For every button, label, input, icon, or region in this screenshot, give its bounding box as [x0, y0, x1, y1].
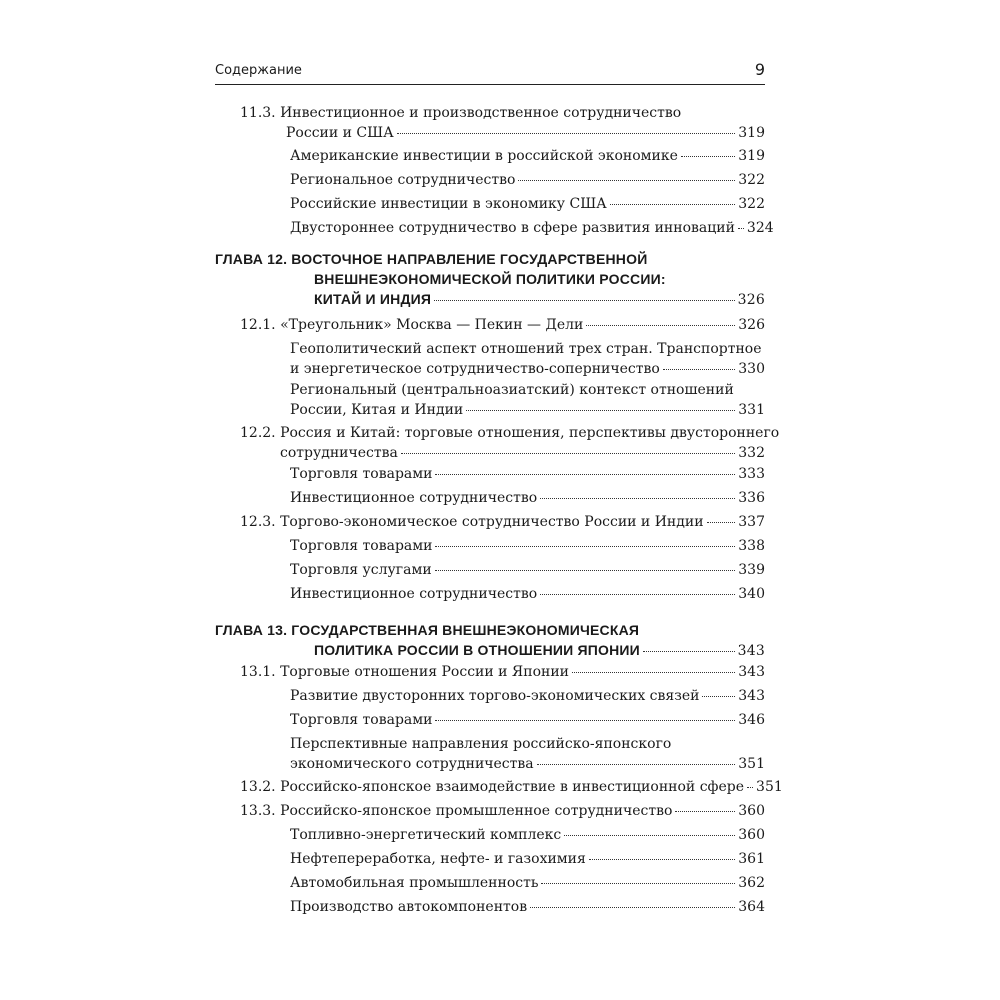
dot-leader	[610, 204, 735, 205]
toc-page-number: 338	[738, 538, 765, 554]
toc-page-number: 322	[738, 172, 765, 188]
toc-entry-title: 13.1. Торговые отношения России и Японии	[240, 664, 569, 680]
toc-entry-12-1[interactable]	[240, 315, 765, 335]
toc-entry-title: Региональное сотрудничество	[290, 172, 516, 188]
toc-page-number: 351	[756, 779, 783, 795]
toc-entry-sub[interactable]	[290, 170, 765, 190]
toc-page-number: 361	[738, 851, 765, 867]
toc-entry-sub[interactable]	[290, 488, 765, 508]
toc-page-number: 364	[738, 899, 765, 915]
dot-leader	[401, 453, 735, 454]
toc-entry-sub[interactable]	[290, 686, 765, 706]
toc-entry-title: Торговля услугами	[290, 562, 432, 578]
dot-leader	[681, 156, 735, 157]
toc-entry-title: Инвестиционное сотрудничество	[290, 490, 538, 506]
dot-leader	[675, 811, 735, 812]
dot-leader	[589, 859, 735, 860]
toc-entry-title-line: Перспективные направления российско-японского	[290, 736, 672, 752]
running-head-title: Содержание	[215, 63, 302, 78]
toc-entry-12-3[interactable]	[240, 512, 765, 532]
toc-entry-title: Нефтепереработка, нефте- и газохимия	[290, 851, 586, 867]
toc-page-number: 332	[738, 445, 765, 461]
toc-chapter-13[interactable]	[215, 620, 765, 660]
toc-entry-sub[interactable]	[290, 734, 765, 774]
toc-page-number: 351	[738, 756, 765, 772]
dot-leader	[397, 133, 736, 134]
toc-entry-sub[interactable]	[290, 218, 774, 238]
dot-leader	[435, 474, 735, 475]
chapter-title-line: ГЛАВА 13. ГОСУДАРСТВЕННАЯ ВНЕШНЕЭКОНОМИЧЕСКАЯ	[215, 622, 640, 638]
toc-entry-sub[interactable]	[290, 536, 765, 556]
dot-leader	[518, 180, 735, 181]
toc-entry-title: Инвестиционное сотрудничество	[290, 586, 538, 602]
toc-entry-11-3[interactable]	[240, 103, 765, 143]
dot-leader	[530, 907, 735, 908]
dot-leader	[537, 764, 736, 765]
dot-leader	[435, 546, 735, 547]
toc-entry-sub[interactable]	[290, 339, 765, 379]
toc-entry-title: Двустороннее сотрудничество в сфере развития инноваций	[290, 220, 735, 236]
toc-entry-title: 12.3. Торгово-экономическое сотрудничество России и Индии	[240, 514, 704, 530]
toc-entry-sub[interactable]	[290, 825, 765, 845]
toc-entry-sub[interactable]	[290, 560, 765, 580]
toc-page-number: 336	[738, 490, 765, 506]
toc-page-number: 343	[738, 664, 765, 680]
toc-entry-title: Торговля товарами	[290, 466, 433, 482]
toc-page-number: 326	[737, 292, 765, 308]
toc-entry-title: сотрудничества	[280, 445, 398, 461]
dot-leader	[435, 720, 735, 721]
dot-leader	[435, 570, 736, 571]
toc-entry-title: Американские инвестиции в российской экономике	[290, 148, 678, 164]
dot-leader	[702, 696, 735, 697]
dot-leader	[540, 594, 735, 595]
toc-entry-sub[interactable]	[290, 897, 765, 917]
toc-entry-title: Развитие двусторонних торгово-экономических связей	[290, 688, 700, 704]
chapter-title-line: ГЛАВА 12. ВОСТОЧНОЕ НАПРАВЛЕНИЕ ГОСУДАРСТВЕННОЙ	[215, 251, 648, 267]
toc-page-number: 322	[738, 196, 765, 212]
chapter-title-line: ВНЕШНЕЭКОНОМИЧЕСКОЙ ПОЛИТИКИ РОССИИ:	[314, 271, 666, 287]
dot-leader	[707, 522, 736, 523]
toc-entry-title: Автомобильная промышленность	[290, 875, 539, 891]
toc-entry-sub[interactable]	[290, 380, 765, 420]
toc-entry-sub[interactable]	[290, 584, 765, 604]
toc-entry-title-line: Региональный (центральноазиатский) контекст отношений	[290, 382, 734, 398]
toc-entry-title-line: 11.3. Инвестиционное и производственное сотрудничество	[240, 105, 682, 121]
running-head	[215, 60, 765, 84]
toc-page-number: 337	[738, 514, 765, 530]
dot-leader	[540, 498, 735, 499]
toc-entry-title: России, Китая и Индии	[290, 402, 464, 418]
toc-page-number: 330	[738, 361, 765, 377]
toc-entry-sub[interactable]	[290, 194, 765, 214]
toc-page-number: 339	[738, 562, 765, 578]
toc-entry-title-line: Геополитический аспект отношений трех стран. Транспортное	[290, 341, 762, 357]
toc-entry-sub[interactable]	[290, 464, 765, 484]
toc-page-number: 343	[737, 643, 765, 659]
toc-entry-sub[interactable]	[290, 849, 765, 869]
toc-page-number: 319	[738, 125, 765, 141]
toc-chapter-12[interactable]	[215, 249, 765, 309]
chapter-title: ПОЛИТИКА РОССИИ В ОТНОШЕНИИ ЯПОНИИ	[314, 642, 640, 658]
dot-leader	[541, 883, 735, 884]
page-number: 9	[754, 60, 765, 79]
dot-leader	[586, 325, 735, 326]
toc-entry-title: и энергетическое сотрудничество-соперничество	[290, 361, 660, 377]
toc-entry-sub[interactable]	[290, 873, 765, 893]
toc-page-number: 360	[738, 803, 765, 819]
toc-entry-title: Торговля товарами	[290, 538, 433, 554]
toc-page-number: 343	[738, 688, 765, 704]
toc-entry-13-1[interactable]	[240, 662, 765, 682]
toc-entry-title: экономического сотрудничества	[290, 756, 534, 772]
toc-entry-title: Топливно-энергетический комплекс	[290, 827, 562, 843]
toc-entry-title: России и США	[286, 125, 394, 141]
toc-entry-title: Производство автокомпонентов	[290, 899, 528, 915]
toc-entry-title: Торговля товарами	[290, 712, 433, 728]
chapter-title: КИТАЙ И ИНДИЯ	[314, 291, 432, 307]
toc-entry-title: 12.1. «Треугольник» Москва — Пекин — Дели	[240, 317, 584, 333]
toc-page-number: 362	[738, 875, 765, 891]
dot-leader	[572, 672, 735, 673]
dot-leader	[747, 787, 753, 788]
toc-entry-title: Российские инвестиции в экономику США	[290, 196, 607, 212]
toc-page-number: 340	[738, 586, 765, 602]
toc-entry-sub[interactable]	[290, 710, 765, 730]
toc-page-number: 346	[738, 712, 765, 728]
toc-entry-13-3[interactable]	[240, 801, 765, 821]
toc-page-number: 333	[738, 466, 765, 482]
header-rule	[215, 84, 765, 85]
toc-page-number: 319	[738, 148, 765, 164]
toc-entry-title: 13.2. Российско-японское взаимодействие в инвестиционной сфере	[240, 779, 745, 795]
toc-entry-title: 13.3. Российско-японское промышленное сотрудничество	[240, 803, 673, 819]
toc-page-number: 331	[738, 402, 765, 418]
dot-leader	[434, 300, 735, 301]
toc-entry-title-line: 12.2. Россия и Китай: торговые отношения, перспективы двустороннего	[240, 425, 780, 441]
dot-leader	[738, 228, 744, 229]
dot-leader	[643, 651, 735, 652]
dot-leader	[466, 410, 735, 411]
dot-leader	[564, 835, 735, 836]
toc-entry-sub[interactable]	[290, 146, 765, 166]
toc-page-number: 360	[738, 827, 765, 843]
toc-page-number: 326	[738, 317, 765, 333]
dot-leader	[663, 369, 735, 370]
toc-entry-13-2[interactable]	[240, 777, 783, 797]
toc-page-number: 324	[746, 220, 774, 236]
toc-entry-12-2[interactable]	[240, 423, 780, 463]
